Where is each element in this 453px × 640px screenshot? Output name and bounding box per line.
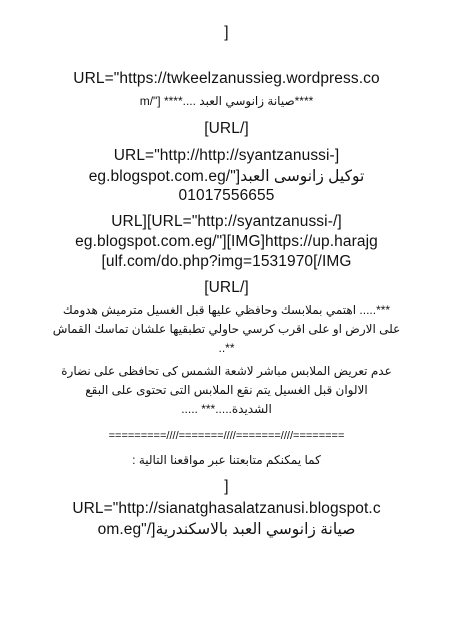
url-blogspot-title: eg.blogspot.com.eg/"]توكيل زانوسى العبد [88, 168, 365, 185]
url-img-line-2: eg.blogspot.com.eg/"][IMG]https://up.harajg [75, 233, 378, 250]
url-img-line-1: URL][URL="http://syantzanussi-/] [111, 213, 342, 230]
tip-paragraph-2-line-1: عدم تعريض الملابس مباشر لاشعة الشمس كى تحافظى على نضارة [61, 364, 392, 378]
bracket-open-1: ] [224, 24, 229, 41]
tip-paragraph-1-line-1: ***..... اهتمي بملابسك وحافظي عليها قبل الغسيل مترميش هدومك [62, 303, 391, 317]
separator-line: =========////=======////=======////======== [108, 430, 345, 442]
tip-paragraph-1-line-3: **.. [218, 341, 235, 355]
url-close-2: [URL/] [204, 279, 249, 296]
url-alexandria-line: URL="http://sianatghasalatzanusi.blogspot.c [72, 500, 381, 517]
tip-paragraph-2-line-3: الشديدة.....*** ..... [181, 402, 272, 416]
follow-us-line: كما يمكنكم متابعتنا عبر مواقعنا التالية : [132, 453, 321, 467]
tip-paragraph-2-line-2: الالوان قبل الغسيل يتم نقع الملابس التى تحتوى على البقع [85, 383, 368, 397]
phone-number: 01017556655 [178, 187, 275, 204]
bracket-open-2: ] [224, 478, 229, 495]
url-alexandria-title: om.eg"/]صيانة زانوسي العبد بالاسكندرية [97, 521, 356, 538]
url-wordpress-title: ****صيانة زانوسي العبد ....**** ["/m [139, 94, 314, 108]
url-blogspot-line: URL="http://http://syantzanussi-] [113, 147, 340, 164]
url-wordpress-line: URL="https://twkeelzanussieg.wordpress.co [73, 70, 380, 87]
tip-paragraph-1-line-2: على الارض او على اقرب كرسي حاولي تطبقيها علشان تماسك القماش [52, 322, 401, 336]
url-img-line-3: [ulf.com/do.php?img=1531970[/IMG [101, 253, 352, 270]
url-close-1: [URL/] [204, 120, 249, 137]
